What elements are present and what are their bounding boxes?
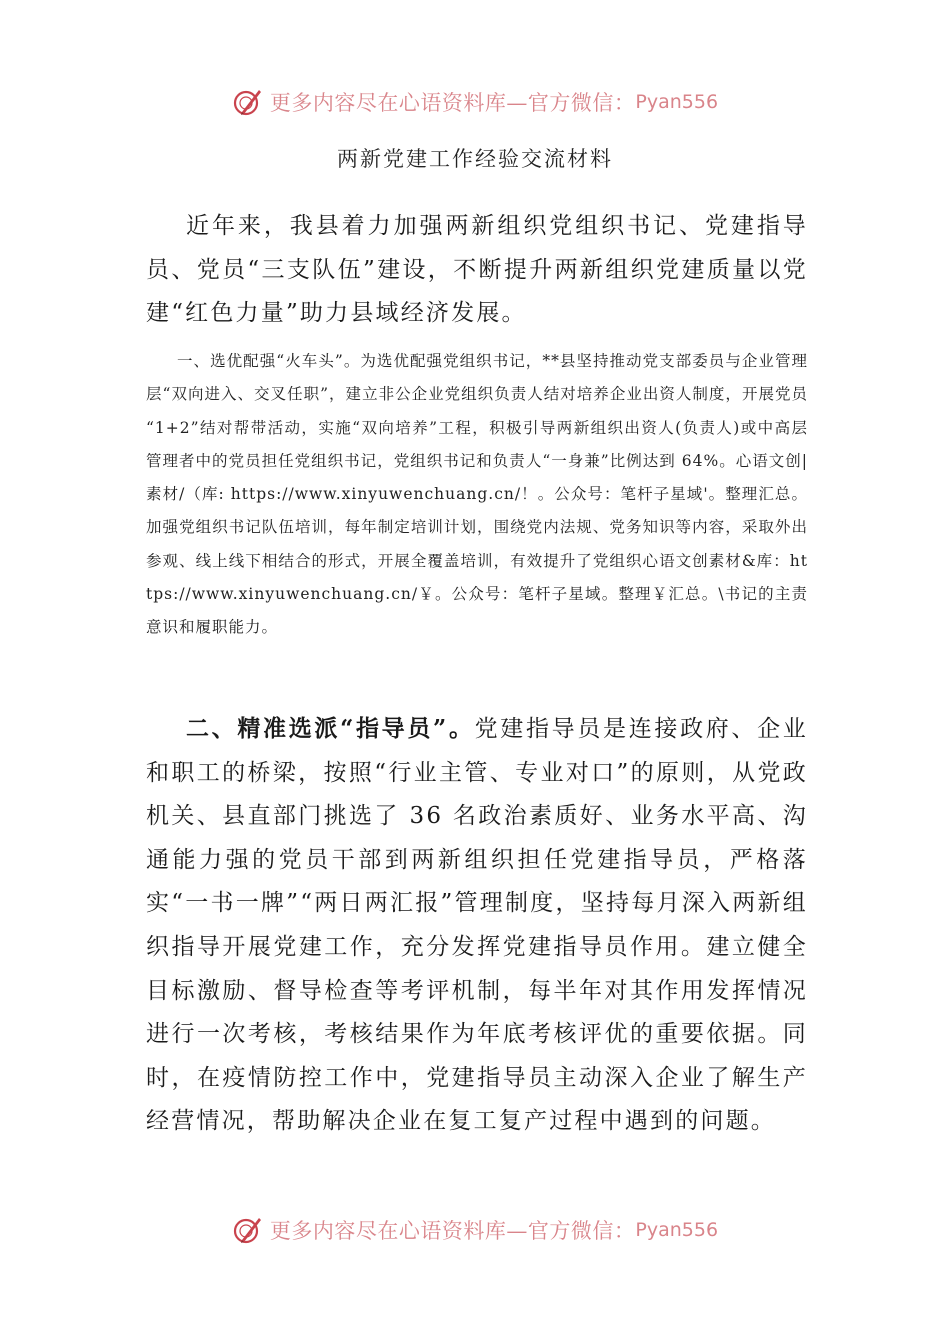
- banner-wechat-id: Pyan556: [635, 91, 719, 113]
- intro-paragraph: 近年来，我县着力加强两新组织党组织书记、党建指导员、党员“三支队伍”建设，不断提升两新组织党建质量以党建“红色力量”助力县域经济发展。: [146, 213, 808, 327]
- section-one-paragraph: 一、选优配强“火车头”。为选优配强党组织书记，**县坚持推动党支部委员与企业管理层“双向进入、交叉任职”，建立非公企业党组织负责人结对培养企业出资人制度，开展党员 “1+2”结对帮带活动，实施“双向培养”工程，积极引导两新组织出资人(负责人)或中高层管理者中的党员担任党组织书记，党组织书记和负责人“一身兼”比例达到 64%。心语文创|素材/（库: https://www.xinyuwenchuang.cn/！。公众号：笔杆子星域'。整理汇总。加强党组织书记队伍培训，每年制定培训计划，围绕党内法规、党务知识等内容，采取外出参观、线上线下相结合的形式，开展全覆盖培训，有效提升了党组织心语文创素材&库：https://www.xinyuwenchuang.cn/￥。公众号：笔杆子星域。整理￥汇总。\书记的主责意识和履职能力。: [146, 352, 808, 637]
- banner-text: 更多内容尽在心语资料库—官方微信：: [269, 1219, 636, 1243]
- pen-circle-logo-icon: [232, 1214, 264, 1246]
- section-two-heading: 二、精准选派“指导员”。: [186, 715, 475, 742]
- pen-circle-logo-icon: [232, 86, 264, 118]
- document-title: 两新党建工作经验交流材料: [337, 147, 613, 171]
- section-two-paragraph: [146, 707, 808, 1144]
- footer-banner: [0, 1210, 950, 1250]
- header-banner: [0, 82, 950, 122]
- banner-wechat-id: Pyan556: [635, 1219, 719, 1241]
- banner-text: 更多内容尽在心语资料库—官方微信：: [269, 91, 636, 115]
- section-two-body: 党建指导员是连接政府、企业和职工的桥梁，按照“行业主管、专业对口”的原则，从党政机关、县直部门挑选了 36 名政治素质好、业务水平高、沟通能力强的党员干部到两新组织担任党建指导员，严格落实“一书一牌”“两日两汇报”管理制度，坚持每月深入两新组织指导开展党建工作，充分发挥党建指导员作用。建立健全目标激励、督导检查等考评机制，每半年对其作用发挥情况进行一次考核，考核结果作为年底考核评优的重要依据。同时，在疫情防控工作中，党建指导员主动深入企业了解生产经营情况，帮助解决企业在复工复产过程中遇到的问题。: [146, 716, 808, 1135]
